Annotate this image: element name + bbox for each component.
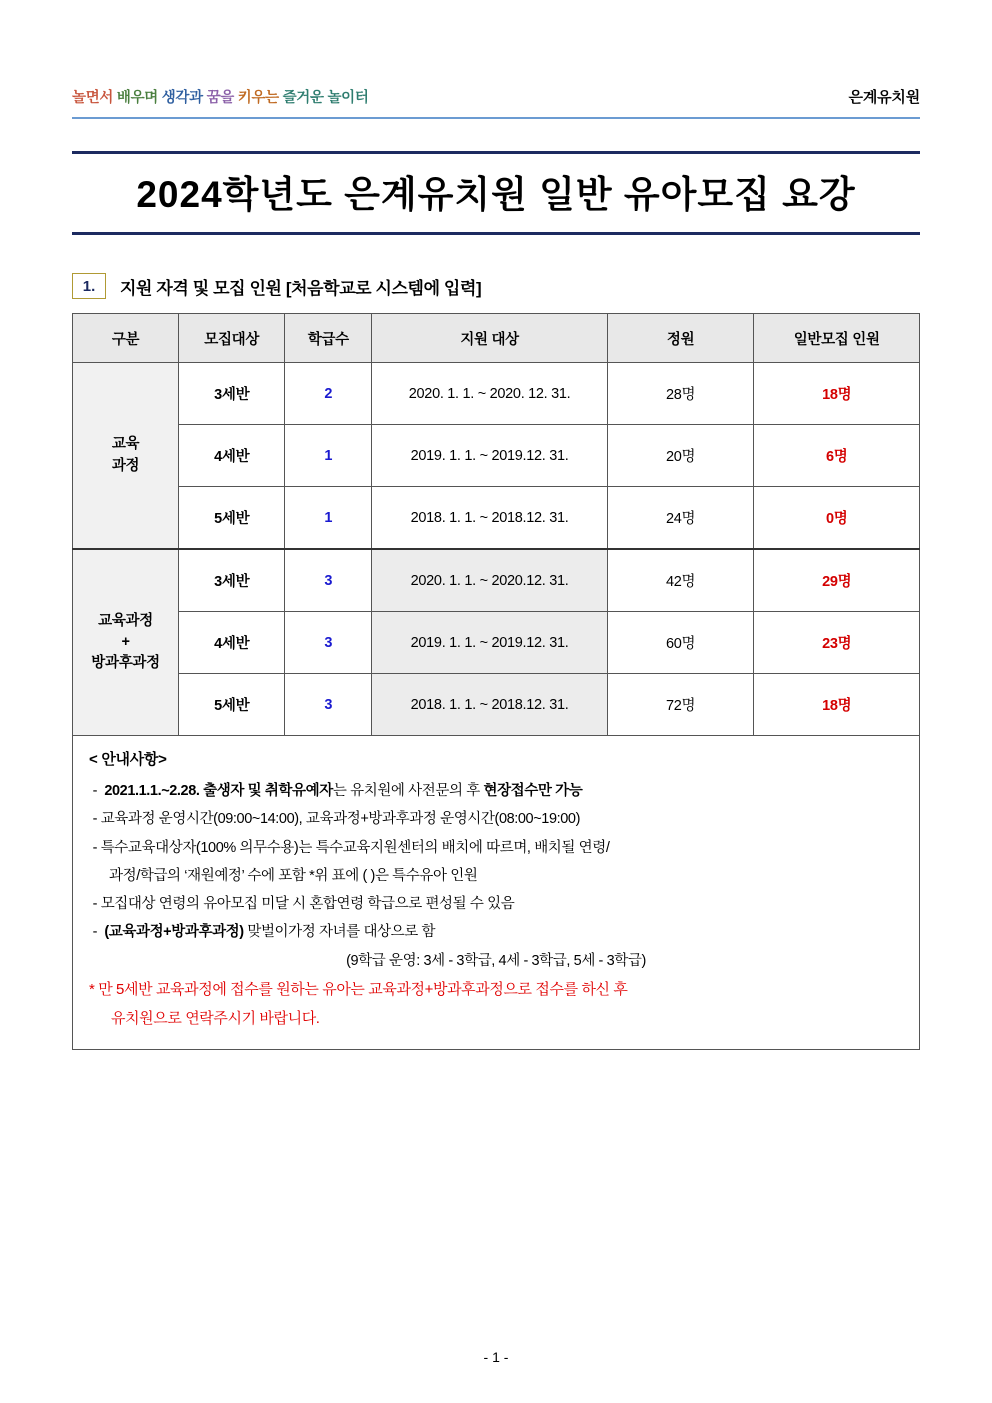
group-label-line3: 방과후과정 bbox=[91, 655, 160, 671]
note-bold-lead: (교육과정+방과후과정) bbox=[104, 924, 244, 941]
group-label-line1: 교육 bbox=[111, 436, 140, 453]
page-header bbox=[72, 0, 920, 107]
group-label-line2: + bbox=[121, 633, 130, 650]
note-item: - (교육과정+방과후과정) 맞벌이가정 자녀를 대상으로 함 bbox=[89, 924, 436, 941]
document-title-box bbox=[72, 151, 920, 235]
cell-eligibility: 2020. 1. 1. ~ 2020. 12. 31. bbox=[372, 363, 608, 425]
cell-capacity: 42명 bbox=[607, 549, 753, 612]
cell-capacity: 72명 bbox=[607, 674, 753, 736]
note-item: - 교육과정 운영시간(09:00~14:00), 교육과정+방과후과정 운영시간(08:00~19:00) bbox=[89, 811, 581, 828]
note-text: (9학급 운영: 3세 - 3학급, 4세 - 3학급, 5세 - 3학급) bbox=[346, 952, 646, 969]
note-item: - 모집대상 연령의 유아모집 미달 시 혼합연령 학급으로 편성될 수 있음 bbox=[89, 896, 515, 913]
notes-box bbox=[72, 736, 920, 1050]
group-label-curriculum-afterschool bbox=[73, 549, 179, 736]
cell-classes: 1 bbox=[285, 425, 372, 487]
table-row bbox=[73, 549, 920, 612]
cell-target: 3세반 bbox=[179, 549, 285, 612]
col-header-eligibility: 지원 대상 bbox=[372, 314, 608, 363]
note-item: - 2021.1.1.~2.28. 출생자 및 취학유예자는 유치원에 사전문의 후 현장접수만 가능 bbox=[89, 783, 583, 799]
cell-open-seats: 18명 bbox=[754, 674, 920, 736]
table-row bbox=[73, 612, 920, 674]
page-number: - 1 - bbox=[483, 1349, 509, 1365]
col-header-target: 모집대상 bbox=[179, 314, 285, 363]
cell-capacity: 24명 bbox=[607, 487, 753, 550]
table-row bbox=[73, 674, 920, 736]
group-label-line2: 과정 bbox=[111, 457, 140, 474]
note-text: 특수교육대상자(100% 의무수용)는 특수교육지원센터의 배치에 따르며, 배치될 연령/ bbox=[100, 839, 610, 856]
section-heading bbox=[72, 273, 920, 299]
cell-classes: 3 bbox=[285, 674, 372, 736]
group-label-line1: 교육과정 bbox=[98, 612, 153, 629]
table-header-row bbox=[73, 314, 920, 363]
cell-target: 4세반 bbox=[179, 425, 285, 487]
cell-target: 4세반 bbox=[179, 612, 285, 674]
notes-title: < 안내사항> bbox=[89, 751, 167, 768]
cell-open-seats: 18명 bbox=[754, 363, 920, 425]
cell-target: 5세반 bbox=[179, 487, 285, 550]
note-warning-line-1: * 만 5세반 교육과정에 접수를 원하는 유아는 교육과정+방과후과정으로 접수를 하신 후 bbox=[89, 980, 628, 998]
note-bold-tail: 현장접수만 가능 bbox=[483, 783, 583, 799]
note-warning-line-2: 유치원으로 연락주시기 바랍니다. bbox=[111, 1010, 320, 1028]
col-header-capacity: 정원 bbox=[607, 314, 753, 363]
note-text: 과정/학급의 ‘재원예정’ 수에 포함 *위 표에 ( )은 특수유아 인원 bbox=[109, 867, 478, 884]
cell-classes: 2 bbox=[285, 363, 372, 425]
note-text: 모집대상 연령의 유아모집 미달 시 혼합연령 학급으로 편성될 수 있음 bbox=[100, 896, 515, 913]
group-label-curriculum bbox=[73, 363, 179, 550]
cell-open-seats: 23명 bbox=[754, 612, 920, 674]
note-bold-lead: 2021.1.1.~2.28. 출생자 및 취학유예자 bbox=[104, 783, 333, 799]
cell-target: 5세반 bbox=[179, 674, 285, 736]
table-row bbox=[73, 425, 920, 487]
cell-capacity: 28명 bbox=[607, 363, 753, 425]
table-row bbox=[73, 487, 920, 550]
table-row bbox=[73, 363, 920, 425]
page-title: 2024학년도 은계유치원 일반 유아모집 요강 bbox=[136, 174, 856, 215]
header-divider bbox=[72, 117, 920, 119]
note-mid: 맞벌이가정 자녀를 대상으로 함 bbox=[243, 924, 436, 941]
cell-open-seats: 0명 bbox=[754, 487, 920, 550]
school-name: 은계유치원 bbox=[848, 89, 920, 106]
cell-open-seats: 29명 bbox=[754, 549, 920, 612]
note-item: - 특수교육대상자(100% 의무수용)는 특수교육지원센터의 배치에 따르며, 배치될 연령/ bbox=[89, 839, 610, 856]
col-header-category: 구분 bbox=[73, 314, 179, 363]
cell-capacity: 20명 bbox=[607, 425, 753, 487]
note-item-continued bbox=[89, 862, 903, 890]
cell-eligibility: 2018. 1. 1. ~ 2018.12. 31. bbox=[372, 487, 608, 550]
note-item-classcount bbox=[89, 947, 903, 975]
note-text: 교육과정 운영시간(09:00~14:00), 교육과정+방과후과정 운영시간(08:00~19:00) bbox=[100, 811, 581, 828]
col-header-open-seats: 일반모집 인원 bbox=[754, 314, 920, 363]
col-header-classes: 학급수 bbox=[285, 314, 372, 363]
cell-target: 3세반 bbox=[179, 363, 285, 425]
section-number: 1. bbox=[72, 273, 106, 299]
cell-open-seats: 6명 bbox=[754, 425, 920, 487]
recruitment-table bbox=[72, 313, 920, 736]
note-mid: 는 유치원에 사전문의 후 bbox=[332, 783, 484, 799]
cell-classes: 3 bbox=[285, 549, 372, 612]
school-slogan: 놀면서 배우며 생각과 꿈을 키우는 즐거운 놀이터 bbox=[72, 90, 369, 106]
cell-eligibility: 2020. 1. 1. ~ 2020.12. 31. bbox=[372, 549, 608, 612]
cell-eligibility: 2019. 1. 1. ~ 2019.12. 31. bbox=[372, 612, 608, 674]
cell-eligibility: 2018. 1. 1. ~ 2018.12. 31. bbox=[372, 674, 608, 736]
cell-eligibility: 2019. 1. 1. ~ 2019.12. 31. bbox=[372, 425, 608, 487]
cell-classes: 1 bbox=[285, 487, 372, 550]
cell-classes: 3 bbox=[285, 612, 372, 674]
section-title: 지원 자격 및 모집 인원 [처음학교로 시스템에 입력] bbox=[120, 278, 482, 298]
cell-capacity: 60명 bbox=[607, 612, 753, 674]
